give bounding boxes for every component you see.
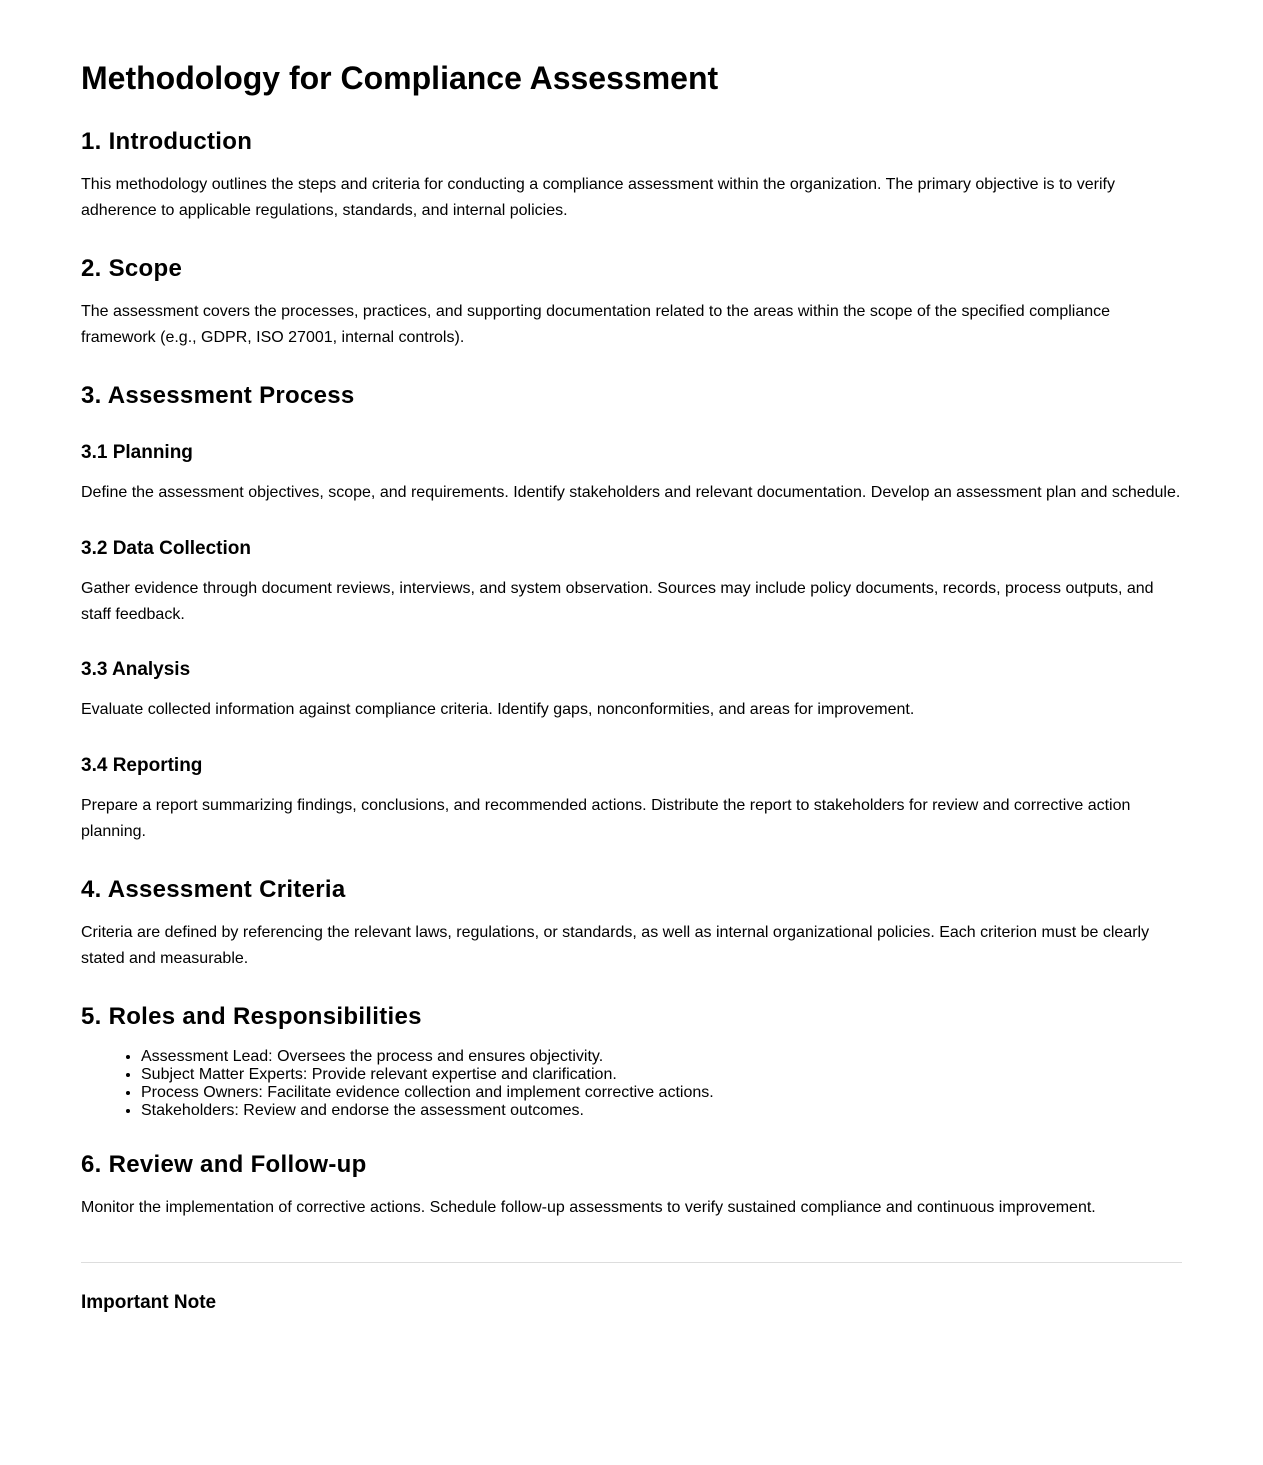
section-heading: 4. Assessment Criteria [81, 876, 346, 903]
section-heading: 5. Roles and Responsibilities [81, 1003, 422, 1030]
list-item: • Stakeholders: Review and endorse the assessment outcomes. [141, 1102, 1182, 1120]
section-heading: 2. Scope [81, 255, 183, 282]
subsection-heading: 3.3 Analysis [81, 659, 191, 680]
section-assessment-process [81, 382, 1182, 410]
section-heading: 3. Assessment Process [81, 382, 355, 409]
subsection-analysis [81, 659, 1182, 723]
note-heading-clipped [81, 1292, 481, 1313]
section-text: The assessment covers the processes, practices, and supporting documentation related to the areas within the scope of the specified compliance framework (e.g., GDPR, ISO 27001, internal controls). [81, 303, 1111, 346]
section-review-follow-up [81, 1151, 1182, 1221]
roles-list [81, 1048, 1182, 1120]
subsection-text: Gather evidence through document reviews, interviews, and system observation. Sources may include policy documents, records, process outputs, and staff feedback. [81, 580, 1154, 623]
subsection-text: Evaluate collected information against compliance criteria. Identify gaps, nonconformities, and areas for improvement. [81, 701, 915, 718]
subsection-heading: 3.1 Planning [81, 442, 193, 463]
subsection-reporting [81, 755, 1182, 845]
section-text: This methodology outlines the steps and criteria for conducting a compliance assessment within the organization. The primary objective is to verify adherence to applicable regulations, standards, and internal policies. [81, 176, 1115, 219]
subsection-text: Prepare a report summarizing findings, conclusions, and recommended actions. Distribute the report to stakeholders for review and corrective action planning. [81, 797, 1131, 840]
section-text: Monitor the implementation of corrective actions. Schedule follow-up assessments to verify sustained compliance and continuous improvement. [81, 1199, 1096, 1216]
section-assessment-criteria [81, 876, 1182, 972]
list-item: • Process Owners: Facilitate evidence collection and implement corrective actions. [141, 1084, 1182, 1102]
page-title: Methodology for Compliance Assessment [81, 60, 719, 96]
subsection-planning [81, 442, 1182, 506]
note-heading: Important Note [81, 1292, 217, 1313]
section-introduction [81, 128, 1182, 224]
section-heading: 1. Introduction [81, 128, 253, 155]
subsection-heading: 3.4 Reporting [81, 755, 203, 776]
list-item: • Assessment Lead: Oversees the process and ensures objectivity. [141, 1048, 1182, 1066]
list-item: • Subject Matter Experts: Provide relevant expertise and clarification. [141, 1066, 1182, 1084]
section-heading: 6. Review and Follow-up [81, 1151, 367, 1178]
subsection-data-collection [81, 538, 1182, 628]
section-text: Criteria are defined by referencing the relevant laws, regulations, or standards, as well as internal organizational policies. Each criterion must be clearly stated and measurable. [81, 924, 1150, 967]
section-roles-responsibilities [81, 1003, 1182, 1120]
divider [81, 1262, 1182, 1263]
subsection-heading: 3.2 Data Collection [81, 538, 251, 559]
section-scope [81, 255, 1182, 351]
subsection-text: Define the assessment objectives, scope, and requirements. Identify stakeholders and relevant documentation. Develop an assessment plan and schedule. [81, 484, 1181, 501]
